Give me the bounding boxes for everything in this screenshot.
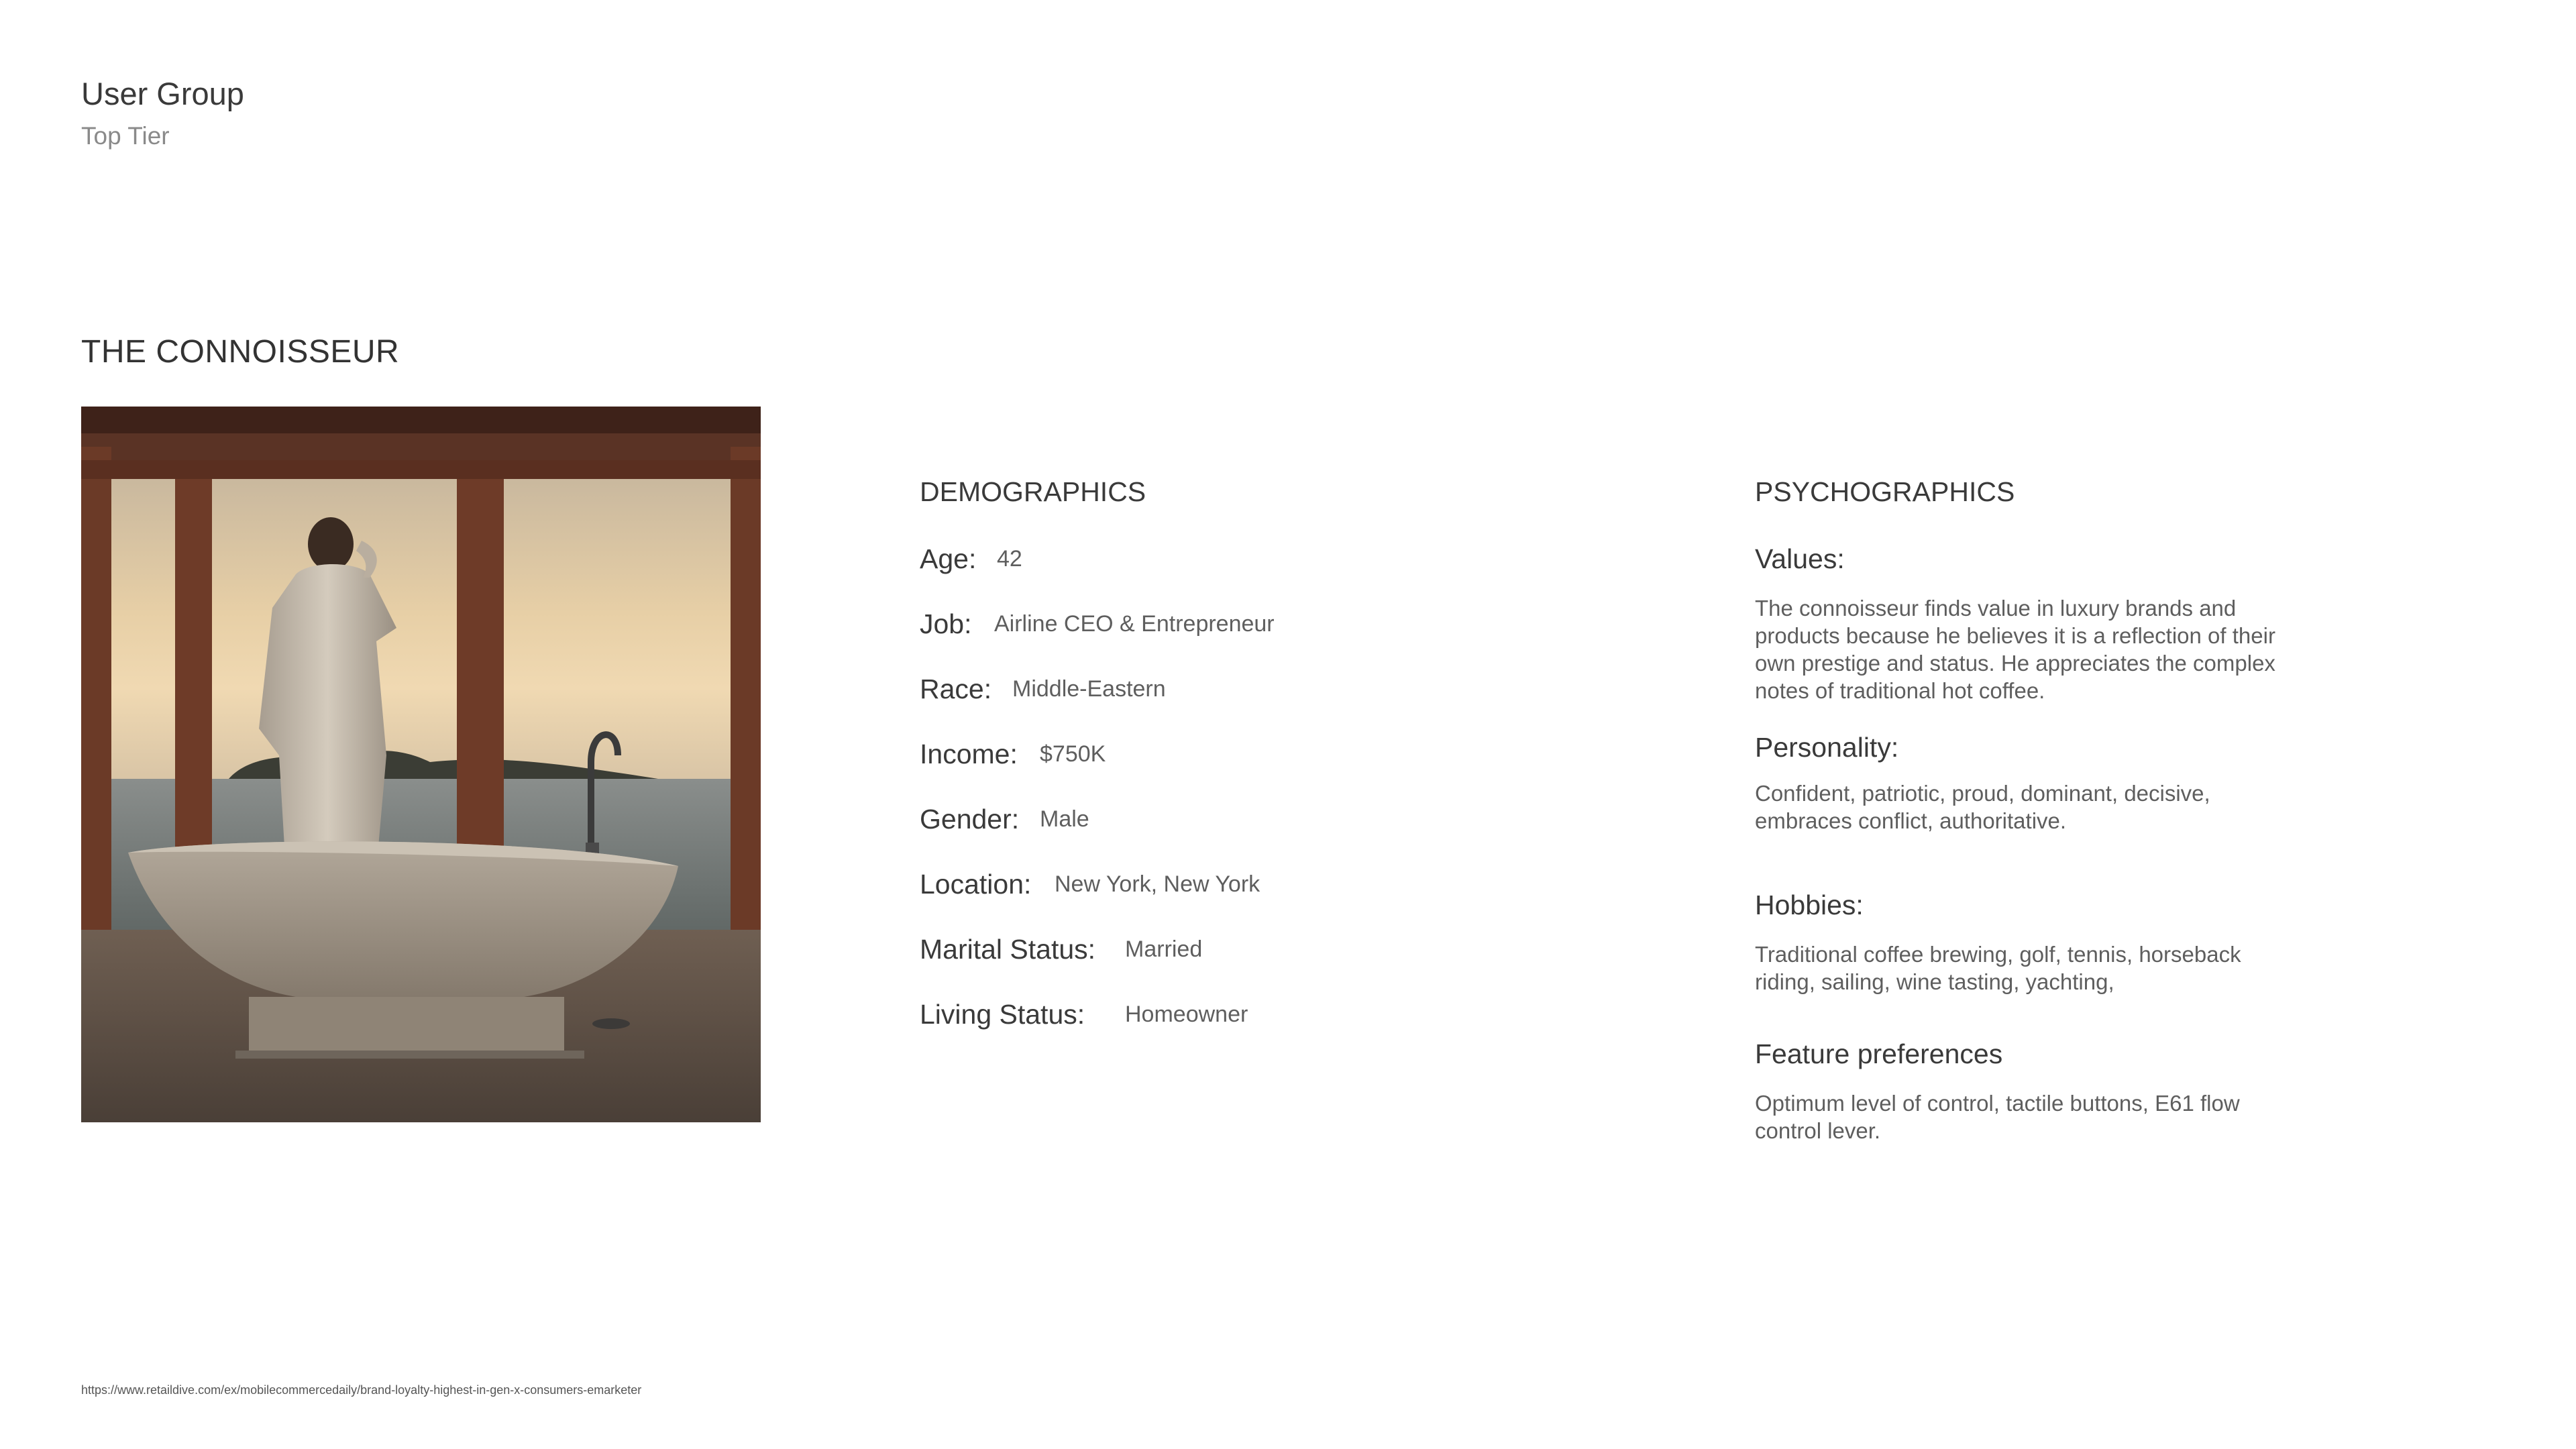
income-value: $750K [1040,741,1106,767]
age-value: 42 [997,546,1022,572]
living-status-label: Living Status: [920,999,1085,1030]
hobbies-label: Hobbies: [1755,890,1864,920]
values-label: Values: [1755,543,1845,574]
psychographics-heading: PSYCHOGRAPHICS [1755,476,2015,507]
hobbies-text: Traditional coffee brewing, golf, tennis, horseback riding, sailing, wine tasting, yachting, [1755,942,2241,994]
marital-status-value: Married [1125,936,1203,962]
page-title: User Group [81,76,244,111]
personality-label: Personality: [1755,732,1899,763]
location-value: New York, New York [1055,871,1260,897]
page-subtitle: Top Tier [81,122,170,150]
income-label: Income: [920,739,1018,769]
location-label: Location: [920,869,1032,900]
feature-preferences-text: Optimum level of control, tactile buttons, E61 flow control lever. [1755,1091,2240,1143]
race-label: Race: [920,674,992,704]
feature-preferences-label: Feature preferences [1755,1038,2003,1069]
marital-status-label: Marital Status: [920,934,1096,965]
personality-text: Confident, patriotic, proud, dominant, decisive, embraces conflict, authoritative. [1755,781,2210,833]
values-text: The connoisseur finds value in luxury brands and products because he believes it is a reflection of their own prestige and status. He appreciates the complex notes of traditional hot coffee. [1755,596,2275,703]
demographics-heading: DEMOGRAPHICS [920,476,1146,507]
age-label: Age: [920,543,977,574]
living-status-value: Homeowner [1125,1002,1248,1027]
gender-value: Male [1040,806,1089,832]
persona-photo [81,407,761,1122]
gender-label: Gender: [920,804,1020,835]
source-url: https://www.retaildive.com/ex/mobilecommercedaily/brand-loyalty-highest-in-gen-x-consumers-emarketer [81,1383,642,1397]
job-label: Job: [920,608,972,639]
persona-name: THE CONNOISSEUR [81,334,400,370]
race-value: Middle-Eastern [1012,676,1166,702]
job-value: Airline CEO & Entrepreneur [994,611,1275,637]
